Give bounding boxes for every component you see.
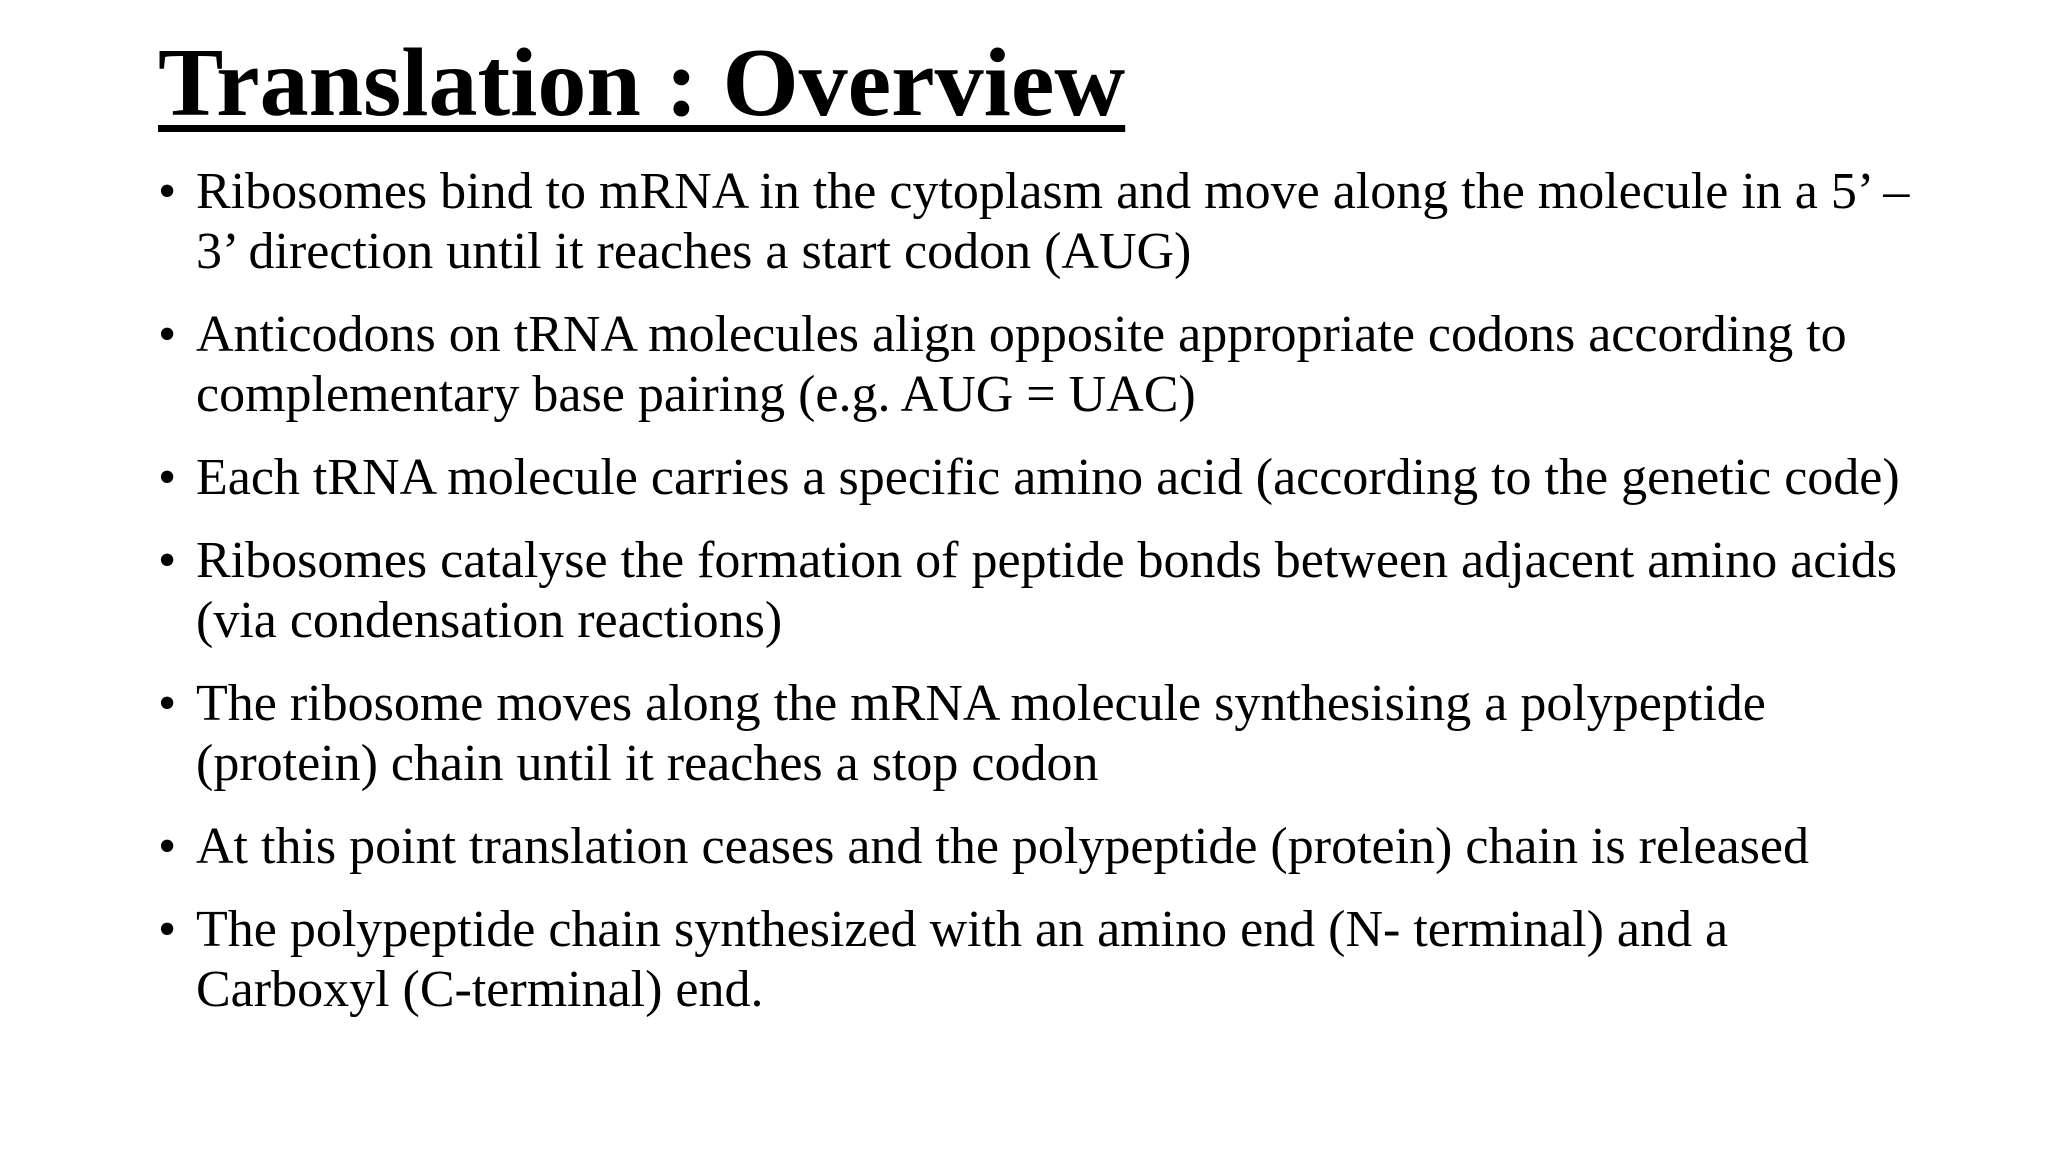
bullet-text: The ribosome moves along the mRNA molecule synthesising a polypeptide (protein) chain until it reaches a stop codon <box>196 675 1766 792</box>
bullet-text: At this point translation ceases and the polypeptide (protein) chain is released <box>196 818 1809 875</box>
bullet-item-ribosome-moves <box>158 674 1918 794</box>
bullet-text: Each tRNA molecule carries a specific amino acid (according to the genetic code) <box>196 449 1900 506</box>
slide-title: Translation : Overview <box>158 29 1126 137</box>
bullet-item-anticodons <box>158 305 1918 425</box>
bullet-text: Ribosomes bind to mRNA in the cytoplasm and move along the molecule in a 5’ – 3’ direction until it reaches a start codon (AUG) <box>196 163 1910 280</box>
bullet-item-polypeptide-ends <box>158 900 1918 1020</box>
bullet-icon: • <box>158 163 177 220</box>
bullet-item-peptide-bonds <box>158 531 1918 651</box>
bullet-text: The polypeptide chain synthesized with an amino end (N- terminal) and a Carboxyl (C-terminal) end. <box>196 901 1729 1018</box>
bullet-item-translation-ceases <box>158 817 1918 877</box>
bullet-item-ribosomes-bind <box>158 162 1918 282</box>
bullet-text: Ribosomes catalyse the formation of peptide bonds between adjacent amino acids (via condensation reactions) <box>196 532 1898 649</box>
bullet-icon: • <box>158 532 177 589</box>
bullet-icon: • <box>158 306 177 363</box>
bullet-icon: • <box>158 675 177 732</box>
bullet-icon: • <box>158 818 177 875</box>
bullet-icon: • <box>158 449 177 506</box>
bullet-list <box>158 162 1918 1043</box>
bullet-icon: • <box>158 901 177 958</box>
bullet-text: Anticodons on tRNA molecules align opposite appropriate codons according to complementary base pairing (e.g. AUG = UAC) <box>196 306 1847 423</box>
bullet-item-trna-amino-acid <box>158 448 1918 508</box>
